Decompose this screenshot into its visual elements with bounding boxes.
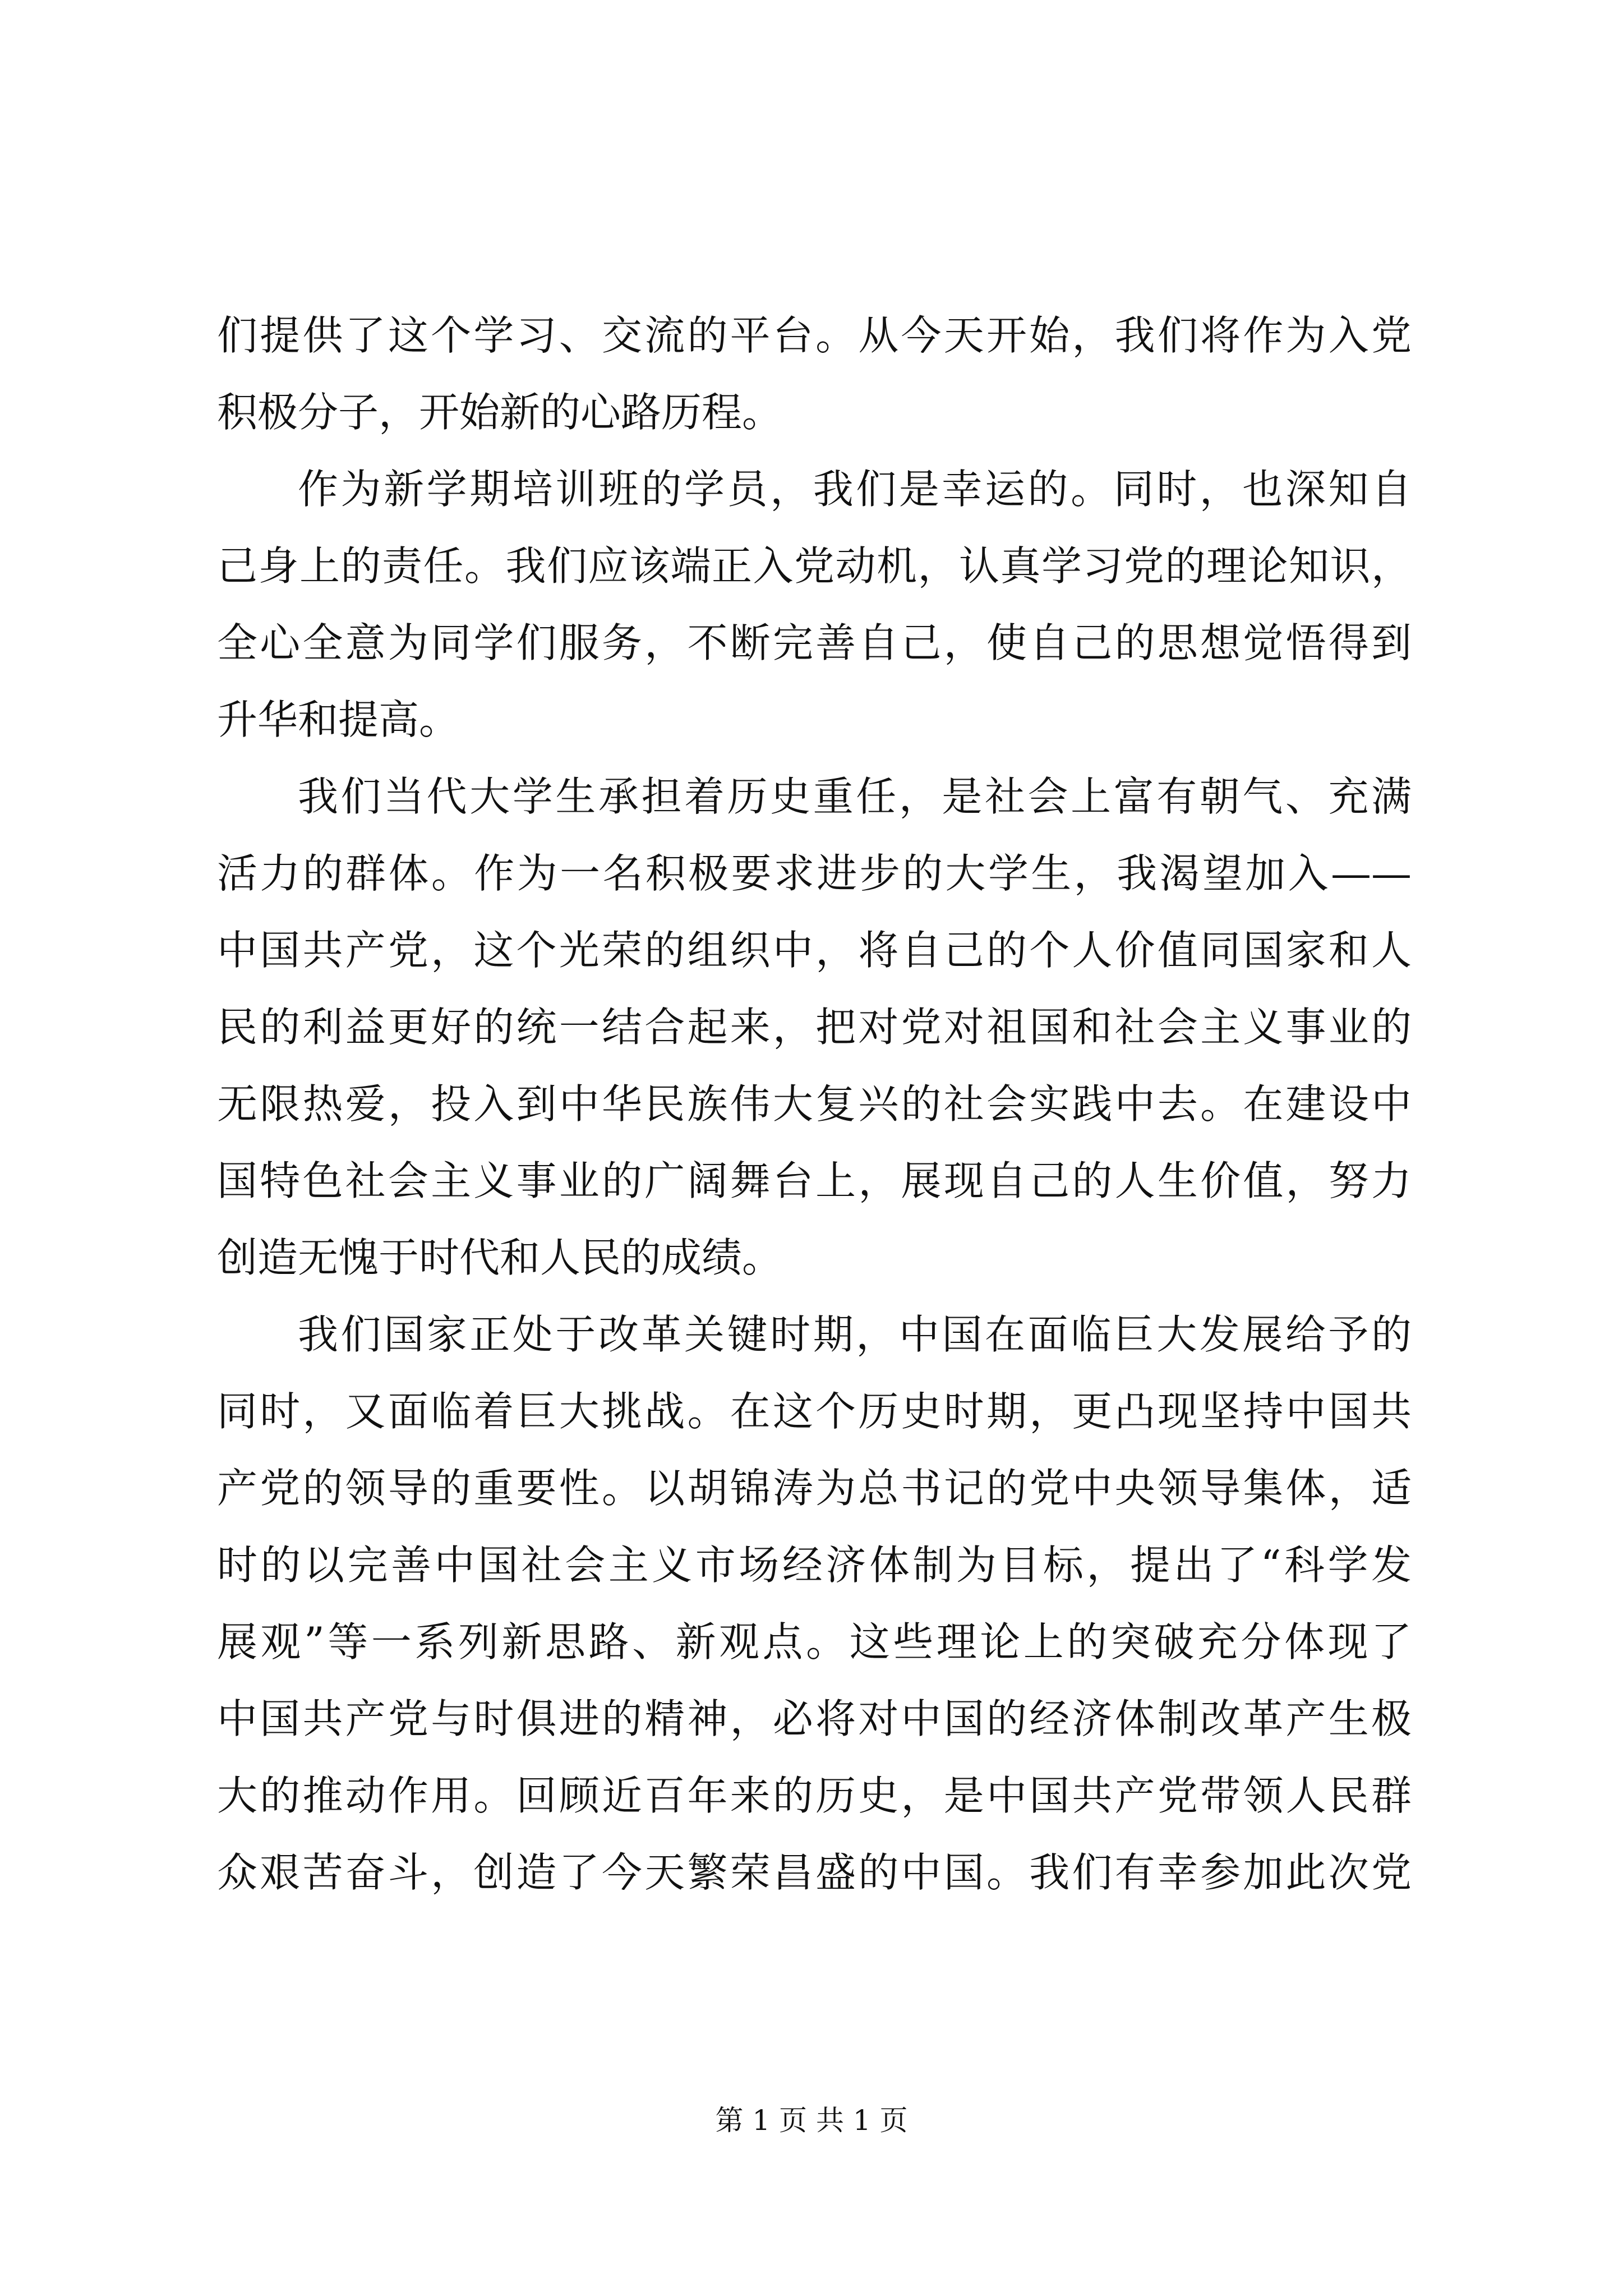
page-number-footer: 第 1 页 共 1 页 <box>715 2104 908 2137</box>
body-text <box>217 297 1412 1911</box>
text-line: 中国共产党，这个光荣的组织中，将自己的个人价值同国家和人 <box>217 927 1412 974</box>
text-line: 中国共产党与时俱进的精神，必将对中国的经济体制改革产生极 <box>217 1695 1412 1742</box>
text-line: 活力的群体。作为一名积极要求进步的大学生，我渴望加入—— <box>217 850 1412 897</box>
text-line: 同时，又面临着巨大挑战。在这个历史时期，更凸现坚持中国共 <box>217 1388 1412 1435</box>
text-line: 我们国家正处于改革关键时期，中国在面临巨大发展给予的 <box>298 1311 1412 1358</box>
text-line: 作为新学期培训班的学员，我们是幸运的。同时，也深知自 <box>298 466 1412 513</box>
text-line: 民的利益更好的统一结合起来，把对党对祖国和社会主义事业的 <box>217 1004 1412 1051</box>
text-line: 时的以完善中国社会主义市场经济体制为目标，提出了“科学发 <box>217 1542 1412 1589</box>
text-line: 无限热爱，投入到中华民族伟大复兴的社会实践中去。在建设中 <box>217 1080 1412 1128</box>
text-line: 积极分子，开始新的心路历程。 <box>217 389 783 436</box>
text-line: 众艰苦奋斗，创造了今天繁荣昌盛的中国。我们有幸参加此次党 <box>217 1849 1412 1896</box>
text-line: 我们当代大学生承担着历史重任，是社会上富有朝气、充满 <box>298 773 1412 820</box>
text-line: 升华和提高。 <box>217 696 460 743</box>
text-line: 大的推动作用。回顾近百年来的历史，是中国共产党带领人民群 <box>217 1772 1412 1819</box>
text-line: 全心全意为同学们服务，不断完善自己，使自己的思想觉悟得到 <box>217 619 1412 666</box>
text-line: 创造无愧于时代和人民的成绩。 <box>217 1234 783 1281</box>
text-line: 己身上的责任。我们应该端正入党动机，认真学习党的理论知识， <box>217 542 1412 590</box>
text-line: 国特色社会主义事业的广阔舞台上，展现自己的人生价值，努力 <box>217 1157 1412 1204</box>
text-line: 们提供了这个学习、交流的平台。从今天开始，我们将作为入党 <box>217 312 1412 359</box>
text-line: 展观”等一系列新思路、新观点。这些理论上的突破充分体现了 <box>217 1618 1412 1665</box>
text-line: 产党的领导的重要性。以胡锦涛为总书记的党中央领导集体，适 <box>217 1465 1412 1512</box>
